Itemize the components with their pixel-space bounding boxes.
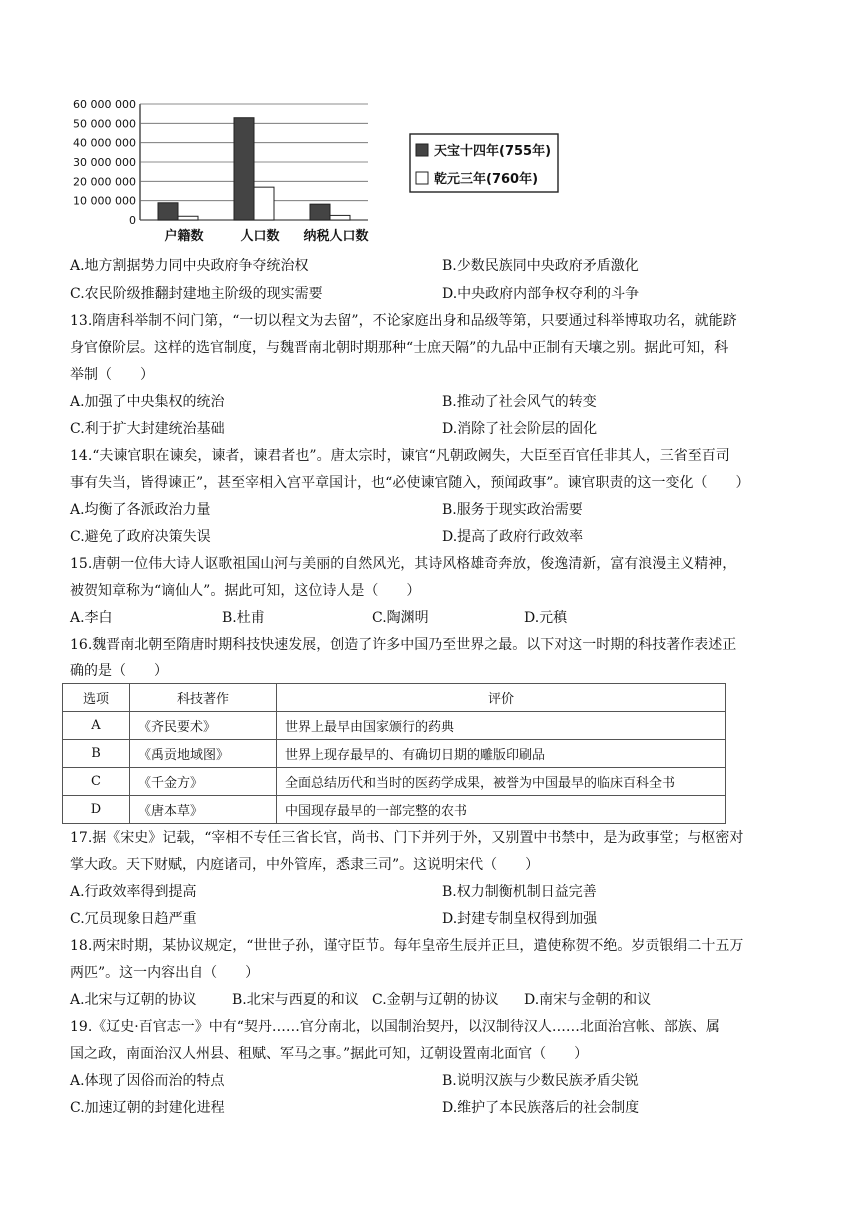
q14-option-a[interactable]: A.均衡了各派政治力量 bbox=[70, 502, 211, 518]
q13-options-row1 bbox=[70, 392, 597, 412]
table-cell-option: B bbox=[63, 740, 130, 768]
q12-options-row2 bbox=[70, 284, 640, 304]
q18-option-d[interactable]: D.南宋与金朝的和议 bbox=[524, 992, 652, 1008]
table-cell-work: 《千金方》 bbox=[130, 768, 277, 796]
q14-option-c[interactable]: C.避免了政府决策失误 bbox=[70, 529, 211, 545]
q14-options-row1 bbox=[70, 500, 583, 520]
q16-stem-line2: 确的是（ ） bbox=[70, 663, 168, 679]
table-cell-evaluation: 世界上现存最早的、有确切日期的雕版印刷品 bbox=[277, 740, 726, 768]
y-tick-label: 20 000 000 bbox=[73, 175, 136, 189]
bar-series1 bbox=[234, 118, 254, 220]
q13-stem-line2: 身官僚阶层。这样的选官制度，与魏晋南北朝时期那种“士庶天隔”的九品中正制有天壤之别。据此可知，科 bbox=[70, 340, 729, 356]
q13-stem-line1: 13.隋唐科举制不问门第，“一切以程文为去留”，不论家庭出身和品级等第，只要通过科举博取功名，就能跻 bbox=[70, 313, 737, 329]
q14-option-d[interactable]: D.提高了政府行政效率 bbox=[442, 529, 584, 545]
table-cell-option: D bbox=[63, 796, 130, 824]
q19-option-b[interactable]: B.说明汉族与少数民族矛盾尖锐 bbox=[442, 1073, 639, 1089]
y-tick-label: 30 000 000 bbox=[73, 156, 136, 169]
table-cell-evaluation: 全面总结历代和当时的医药学成果，被誉为中国最早的临床百科全书 bbox=[277, 768, 726, 796]
table-row bbox=[63, 712, 726, 740]
table-cell-work: 《齐民要术》 bbox=[130, 712, 277, 740]
x-category-label: 纳税人口数 bbox=[303, 229, 369, 244]
q17-option-d[interactable]: D.封建专制皇权得到加强 bbox=[442, 911, 598, 927]
table-cell-evaluation: 世界上最早由国家颁行的药典 bbox=[277, 712, 726, 740]
q12-option-b[interactable]: B.少数民族同中央政府矛盾激化 bbox=[442, 258, 639, 274]
y-tick-label: 60 000 000 bbox=[73, 98, 136, 111]
q19-option-d[interactable]: D.维护了本民族落后的社会制度 bbox=[442, 1100, 640, 1116]
population-bar-chart bbox=[66, 96, 586, 252]
table-header-work: 科技著作 bbox=[130, 684, 277, 712]
q18-option-c[interactable]: C.金朝与辽朝的协议 bbox=[372, 992, 499, 1008]
q12-option-a[interactable]: A.地方割据势力同中央政府争夺统治权 bbox=[70, 258, 309, 274]
y-tick-label: 10 000 000 bbox=[73, 194, 136, 208]
bar-series2 bbox=[254, 187, 274, 220]
legend-label: 乾元三年(760年) bbox=[434, 172, 539, 187]
q19-stem-line1: 19.《辽史·百官志一》中有“契丹……官分南北，以国制治契丹，以汉制待汉人……北面治宫帐、部族、属 bbox=[70, 1019, 720, 1035]
bars bbox=[158, 118, 350, 220]
table-cell-option: A bbox=[63, 712, 130, 740]
q13-option-c[interactable]: C.利于扩大封建统治基础 bbox=[70, 421, 225, 437]
y-tick-label: 40 000 000 bbox=[73, 136, 136, 150]
q18-option-a[interactable]: A.北宋与辽朝的协议 bbox=[70, 992, 197, 1008]
x-category-label: 人口数 bbox=[240, 229, 280, 244]
q15-option-d[interactable]: D.元稹 bbox=[524, 610, 568, 626]
q18-stem-line1: 18.两宋时期，某协议规定，“世世子孙，谨守臣节。每年皇帝生辰并正旦，遣使称贺不绝。岁贡银绢二十五万 bbox=[70, 938, 744, 954]
science-works-table bbox=[62, 683, 726, 824]
q12-option-c[interactable]: C.农民阶级推翻封建地主阶级的现实需要 bbox=[70, 286, 323, 302]
q14-stem-line2: 事有失当，皆得谏正”，甚至宰相入宫平章国计，也“必使谏官随入，预闻政事”。谏官职责的这一变化（ ） bbox=[70, 475, 750, 491]
q14-options-row2 bbox=[70, 527, 584, 547]
bar-series2 bbox=[178, 216, 198, 220]
table-header-row bbox=[63, 684, 726, 712]
q15-option-b[interactable]: B.杜甫 bbox=[222, 610, 265, 626]
q17-options-row2 bbox=[70, 909, 598, 929]
q17-stem-line1: 17.据《宋史》记载，“宰相不专任三省长官，尚书、门下并列于外，又别置中书禁中，是为政事堂；与枢密对 bbox=[70, 830, 744, 846]
q14-option-b[interactable]: B.服务于现实政治需要 bbox=[442, 502, 583, 518]
q15-options-row bbox=[70, 608, 568, 628]
table-header-option: 选项 bbox=[63, 684, 130, 712]
table-cell-work: 《唐本草》 bbox=[130, 796, 277, 824]
legend-label: 天宝十四年(755年) bbox=[434, 144, 552, 159]
q12-option-d[interactable]: D.中央政府内部争权夺利的斗争 bbox=[442, 286, 640, 302]
table-row bbox=[63, 768, 726, 796]
bar-series1 bbox=[158, 203, 178, 220]
q17-option-b[interactable]: B.权力制衡机制日益完善 bbox=[442, 884, 597, 900]
q17-stem-line2: 掌大政。天下财赋，内庭诸司，中外管库，悉隶三司”。这说明宋代（ ） bbox=[70, 857, 540, 873]
q16-stem-line1: 16.魏晋南北朝至隋唐时期科技快速发展，创造了许多中国乃至世界之最。以下对这一时期的科技著作表述正 bbox=[70, 637, 737, 653]
table-cell-evaluation: 中国现存最早的一部完整的农书 bbox=[277, 796, 726, 824]
y-tick-label: 0 bbox=[129, 214, 136, 227]
q17-option-c[interactable]: C.冗员现象日趋严重 bbox=[70, 911, 197, 927]
q18-options-row bbox=[70, 990, 652, 1010]
q19-stem-line2: 国之政，南面治汉人州县、租赋、军马之事。”据此可知，辽朝设置南北面官（ ） bbox=[70, 1046, 589, 1062]
chart-legend bbox=[410, 134, 558, 192]
q13-option-d[interactable]: D.消除了社会阶层的固化 bbox=[442, 421, 598, 437]
q15-stem-line1: 15.唐朝一位伟大诗人讴歌祖国山河与美丽的自然风光，其诗风格雄奇奔放，俊逸清新，富有浪漫主义精神， bbox=[70, 556, 737, 572]
x-axis-labels bbox=[164, 228, 368, 244]
q14-stem-line1: 14.“夫谏官职在谏矣，谏者，谏君者也”。唐太宗时，谏官“凡朝政阙失，大臣至百官任非其人，三省至百司 bbox=[70, 448, 730, 464]
q13-option-a[interactable]: A.加强了中央集权的统治 bbox=[70, 394, 225, 410]
q19-options-row1 bbox=[70, 1071, 639, 1091]
bar-series2 bbox=[330, 215, 350, 220]
q12-options-row1 bbox=[70, 256, 639, 276]
q19-option-c[interactable]: C.加速辽朝的封建化进程 bbox=[70, 1100, 225, 1116]
q15-stem-line2: 被贺知章称为“谪仙人”。据此可知，这位诗人是（ ） bbox=[70, 583, 421, 599]
q19-options-row2 bbox=[70, 1098, 640, 1118]
bar-series1 bbox=[310, 204, 330, 220]
x-category-label: 户籍数 bbox=[164, 229, 204, 244]
q15-option-a[interactable]: A.李白 bbox=[70, 610, 113, 626]
legend-swatch bbox=[416, 144, 428, 156]
table-cell-option: C bbox=[63, 768, 130, 796]
q13-options-row2 bbox=[70, 419, 598, 439]
table-header-evaluation: 评价 bbox=[277, 684, 726, 712]
table-row bbox=[63, 740, 726, 768]
q13-stem-line3: 举制（ ） bbox=[70, 367, 154, 383]
q13-option-b[interactable]: B.推动了社会风气的转变 bbox=[442, 394, 597, 410]
q17-option-a[interactable]: A.行政效率得到提高 bbox=[70, 884, 197, 900]
table-row bbox=[63, 796, 726, 824]
legend-swatch bbox=[416, 172, 428, 184]
q15-option-c[interactable]: C.陶渊明 bbox=[372, 610, 429, 626]
q17-options-row1 bbox=[70, 882, 597, 902]
y-tick-label: 50 000 000 bbox=[73, 117, 136, 131]
q18-stem-line2: 两匹”。这一内容出自（ ） bbox=[70, 965, 260, 981]
q19-option-a[interactable]: A.体现了因俗而治的特点 bbox=[70, 1073, 225, 1089]
q18-option-b[interactable]: B.北宋与西夏的和议 bbox=[232, 992, 359, 1008]
table-cell-work: 《禹贡地域图》 bbox=[130, 740, 277, 768]
